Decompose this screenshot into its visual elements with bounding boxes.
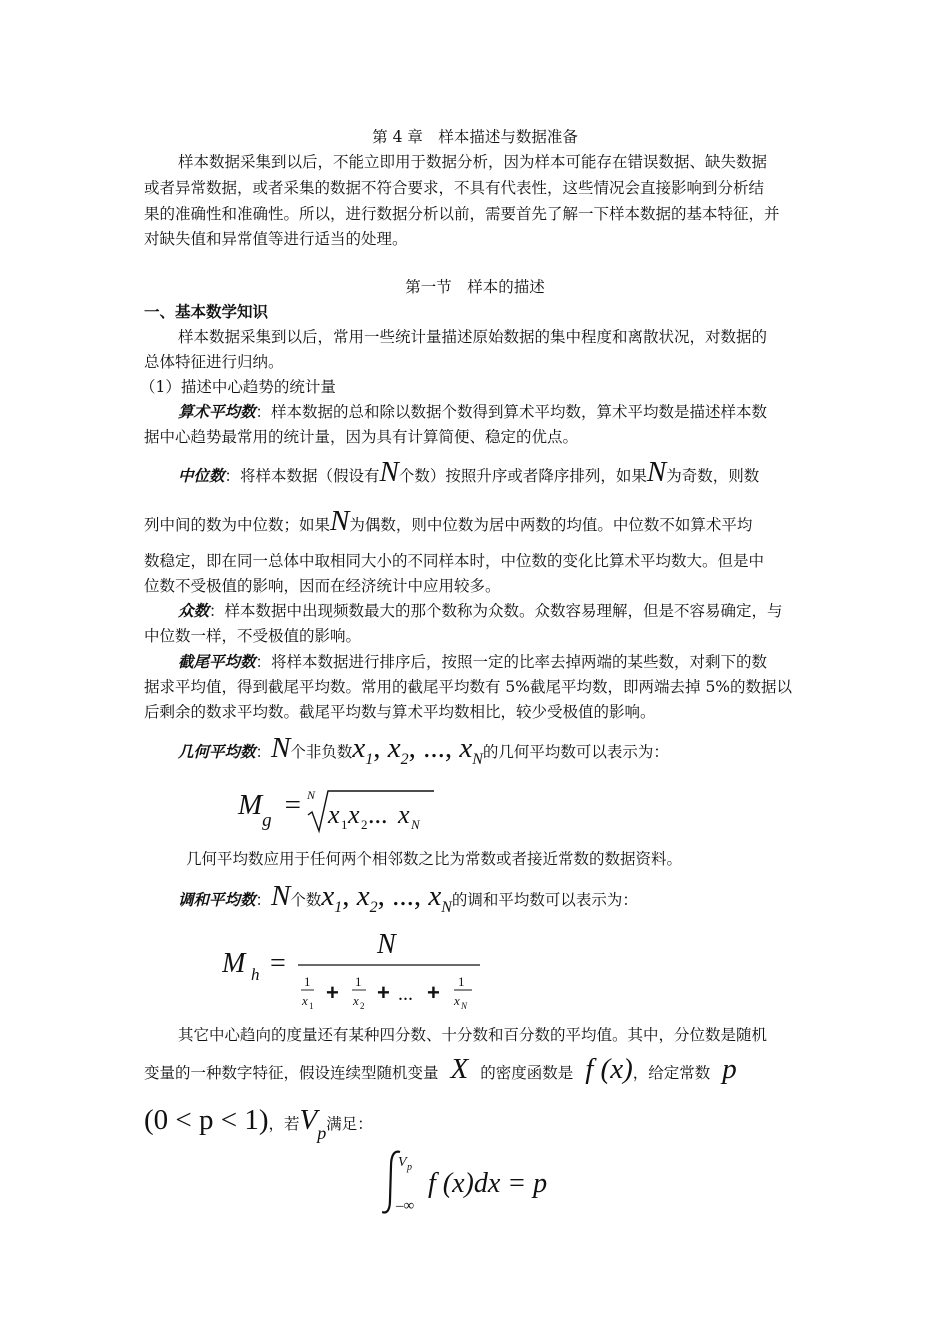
math-sep: ,	[373, 732, 388, 764]
harmonic-formula	[222, 925, 492, 1024]
quantile-line-1: 其它中心趋向的度量还有某种四分数、十分数和百分数的平均值。其中，分位数是随机	[178, 1026, 768, 1044]
math-range: (0 < p < 1)	[144, 1104, 269, 1136]
svg-text:V: V	[398, 1155, 407, 1170]
math-g: g	[262, 810, 272, 831]
mean-line-2: 据中心趋势最常用的统计量，因为具有计算简便、稳定的优点。	[144, 428, 579, 446]
svg-text:x: x	[353, 993, 359, 1008]
median-term: 中位数	[178, 466, 225, 485]
section-title: 第一节 样本的描述	[405, 278, 545, 296]
intro-line-3: 果的准确性和准确性。所以，进行数据分析以前，需要首先了解一下样本数据的基本特征，并	[144, 205, 780, 223]
mean-line-1: 算术平均数：样本数据的总和除以数据个数得到算术平均数，算术平均数是描述样本数	[178, 402, 768, 421]
svg-text:1: 1	[340, 817, 348, 832]
svg-text:1: 1	[304, 974, 311, 989]
median-line-2: 列中间的数为中位数；如果N为偶数，则中位数为居中两数的均值。中位数不如算术平均	[144, 505, 753, 537]
svg-text:...: ...	[398, 983, 413, 1005]
math-sep: , ...,	[377, 880, 429, 912]
math-xN: $x_N$	[428, 880, 452, 916]
math-x1: $x_1$	[352, 732, 374, 768]
median-line-1: 中位数：将样本数据（假设有N个数）按照升序或者降序排列，如果N为奇数，则数	[178, 456, 760, 488]
svg-text:f (x)dx = p: f (x)dx = p	[428, 1168, 548, 1199]
math-V: V	[299, 1104, 318, 1136]
median-line-4: 位数不受极值的影响，因而在经济统计中应用较多。	[144, 577, 501, 595]
svg-text:x: x	[397, 800, 410, 829]
geometric-formula	[238, 782, 436, 835]
mode-line-1: 众数：样本数据中出现频数最大的那个数称为众数。众数容易理解，但是不容易确定，与	[178, 601, 783, 620]
math-p-sub: p	[317, 1123, 327, 1143]
median-line-3: 数稳定，即在同一总体中取相同大小的不同样本时，中位数的变化比算术平均数大。但是中	[144, 552, 765, 570]
integral-formula-svg	[382, 1148, 582, 1218]
heading-basic-math: 一、基本数学知识	[144, 302, 269, 321]
math-N: N	[271, 732, 291, 764]
svg-text:N: N	[410, 817, 420, 832]
math-x2: $x_2$	[356, 880, 378, 916]
math-M: M	[238, 789, 263, 821]
svg-text:x: x	[327, 800, 340, 829]
math-p: p	[722, 1053, 737, 1085]
root-sign-icon	[306, 785, 436, 835]
mean-term: 算术平均数	[178, 402, 256, 421]
integral-formula	[382, 1148, 582, 1222]
quantile-line-2: 变量的一种数字特征，假设连续型随机变量 X 的密度函数是 f (x)，给定常数 p	[144, 1053, 737, 1085]
svg-text:p: p	[407, 1162, 412, 1173]
svg-text:x: x	[302, 993, 308, 1008]
mode-line-2: 中位数一样，不受极值的影响。	[144, 627, 362, 645]
para1-line-1: 样本数据采集到以后，常用一些统计量描述原始数据的集中程度和离散状况，对数据的	[178, 328, 768, 346]
math-N: N	[646, 456, 667, 488]
svg-text:M: M	[222, 948, 246, 979]
geometric-note: 几何平均数应用于任何两个相邻数之比为常数或者接近常数的数据资料。	[186, 850, 683, 868]
intro-line-4: 对缺失值和异常值等进行适当的处理。	[144, 230, 408, 248]
harmonic-formula-svg	[222, 925, 492, 1020]
svg-text:x: x	[347, 800, 360, 829]
svg-text:2: 2	[360, 1001, 365, 1011]
math-sep: ,	[342, 880, 357, 912]
math-N: N	[330, 505, 350, 537]
math-x1: $x_1$	[321, 880, 343, 916]
math-N: N	[379, 456, 399, 488]
svg-text:+: +	[377, 980, 390, 1005]
svg-text:N: N	[306, 788, 315, 802]
harmonic-term: 调和平均数	[178, 890, 256, 909]
trimmed-line-3: 后剩余的数求平均数。截尾平均数与算术平均数相比，较少受极值的影响。	[144, 703, 656, 721]
math-N: N	[271, 880, 291, 912]
svg-text:2: 2	[360, 817, 368, 832]
geometric-line: 几何平均数：N个非负数$x_1$, $x_2$, ..., $x_N$的几何平均数可以表示为：	[178, 732, 669, 768]
math-f-of-x: f (x)	[585, 1053, 633, 1085]
chapter-title: 第 4 章 样本描述与数据准备	[372, 128, 578, 146]
trimmed-term: 截尾平均数	[178, 652, 256, 671]
math-sep: , ...,	[408, 732, 460, 764]
svg-text:1: 1	[309, 1001, 314, 1011]
svg-text:+: +	[427, 980, 440, 1005]
math-xN: $x_N$	[459, 732, 483, 768]
svg-text:...: ...	[367, 800, 388, 829]
svg-text:N: N	[377, 929, 396, 960]
harmonic-line: 调和平均数：N个数$x_1$, $x_2$, ..., $x_N$的调和平均数可以表示为：	[178, 880, 638, 916]
intro-line-1: 样本数据采集到以后，不能立即用于数据分析，因为样本可能存在错误数据、缺失数据	[178, 153, 768, 171]
intro-line-2: 或者异常数据，或者采集的数据不符合要求，不具有代表性，这些情况会直接影响到分析结	[144, 179, 765, 197]
para1-line-2: 总体特征进行归纳。	[144, 353, 284, 371]
svg-text:h: h	[251, 965, 260, 984]
trimmed-line-1: 截尾平均数：将样本数据进行排序后，按照一定的比率去掉两端的某些数，对剩下的数	[178, 652, 768, 671]
svg-text:+: +	[326, 980, 339, 1005]
math-equals: =	[284, 789, 301, 821]
svg-text:=: =	[270, 948, 286, 979]
math-x2: $x_2$	[387, 732, 409, 768]
svg-text:–∞: –∞	[396, 1198, 415, 1214]
geometric-term: 几何平均数	[178, 742, 256, 761]
trimmed-line-2: 据求平均值，得到截尾平均数。常用的截尾平均数有 5%截尾平均数，即两端去掉 5%的数据以	[144, 678, 793, 696]
svg-text:N: N	[461, 1001, 468, 1011]
svg-text:x: x	[454, 993, 460, 1008]
svg-text:1: 1	[458, 974, 465, 989]
mode-term: 众数	[178, 601, 210, 620]
subheading-central-tendency: （1）描述中心趋势的统计量	[140, 378, 336, 396]
math-X: X	[450, 1053, 469, 1085]
quantile-line-3: (0 < p < 1)，若Vp满足：	[144, 1104, 373, 1143]
svg-text:1: 1	[355, 974, 362, 989]
